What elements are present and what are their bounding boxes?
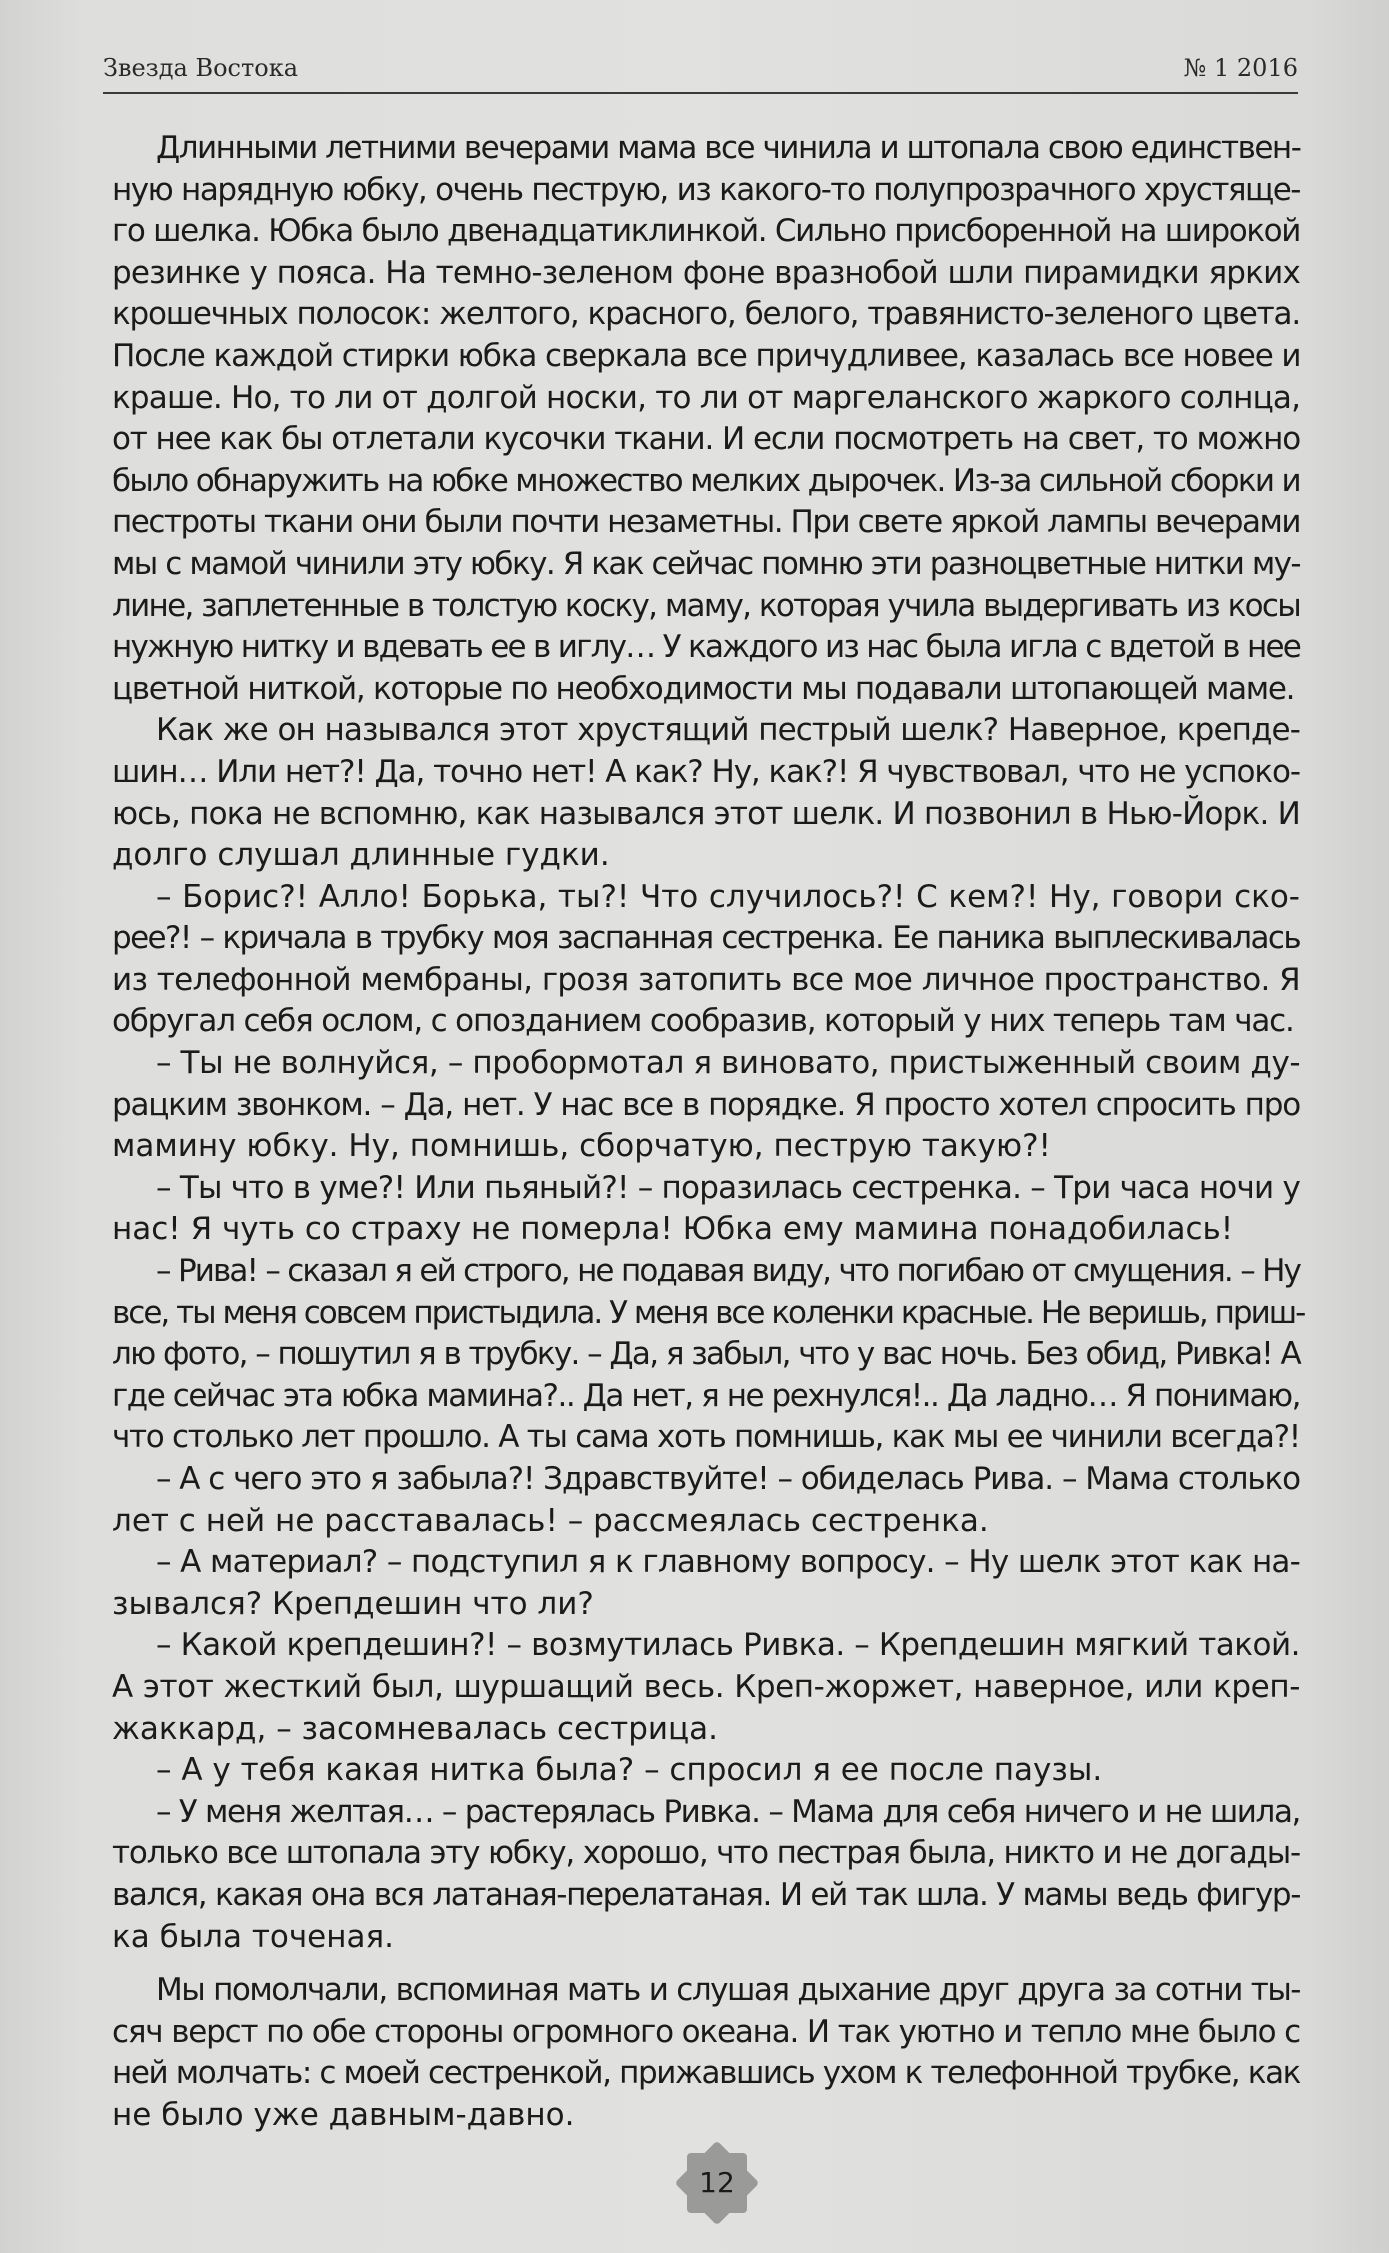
text-line: Как же он назывался этот хрустящий пестрый шелк? Наверное, крепде- [156,712,1300,749]
text-line: где сейчас эта юбка мамина?.. Да нет, я не рехнулся!.. Да ладно… Я понимаю, [112,1377,1300,1414]
text-line: шин… Или нет?! Да, точно нет! А как? Ну, как?! Я чувствовал, что не успоко- [112,753,1300,790]
text-line: – А у тебя какая нитка была? – спросил я ее после паузы. [156,1752,1103,1789]
paragraph [112,710,1300,876]
text-line: жаккард, – засомневалась сестрица. [112,1710,718,1747]
paragraph [112,1792,1300,1958]
text-line: – Какой крепдешин?! – возмутилась Ривка. – Крепдешин мягкий такой. [156,1627,1300,1664]
text-line: – Рива! – сказал я ей строго, не подавая виду, что погибаю от смущения. – Ну [156,1253,1300,1290]
text-line: – Ты не волнуйся, – пробормотал я виновато, пристыженный своим ду- [156,1045,1301,1082]
text-line: зывался? Крепдешин что ли? [112,1585,594,1622]
paragraph [112,1043,1300,1168]
text-line: – А с чего это я забыла?! Здравствуйте! – обиделась Рива. – Мама столько [156,1461,1300,1497]
text-line: лю фото, – пошутил я в трубку. – Да, я забыл, что у вас ночь. Без обид, Ривка! А [112,1336,1300,1373]
paragraph [112,877,1300,1043]
text-line: сяч верст по обе стороны огромного океана. И так уютно и тепло мне было с [112,2013,1300,2050]
text-line: – Борис?! Алло! Борька, ты?! Что случилось?! С кем?! Ну, говори ско- [156,878,1300,915]
text-line: ней молчать: с моей сестренкой, прижавшись ухом к телефонной трубке, как [112,2055,1300,2092]
text-line: мамину юбку. Ну, помнишь, сборчатую, пеструю такую?! [112,1128,1051,1165]
page-number-badge [670,2136,764,2230]
text-line: вался, какая она вся латаная-перелатаная. И ей так шла. У мамы ведь фигур- [112,1876,1300,1913]
paragraph [112,1251,1305,1459]
paragraph [112,1168,1300,1251]
journal-title: Звезда Востока [103,54,299,82]
text-line: рее?! – кричала в трубку моя заспанная сестренка. Ее паника выплескивалась [112,920,1300,957]
text-line: все, ты меня совсем пристыдила. У меня все коленки красные. Не веришь, приш- [112,1294,1305,1331]
text-line: Мы помолчали, вспоминая мать и слушая дыхание друг друга за сотни ты- [156,1972,1300,2009]
article-body [112,128,1305,2137]
text-line: нужную нитку и вдевать ее в иглу… У каждого из нас была игла с вдетой в нее [112,629,1300,666]
running-header [103,54,1298,94]
text-line: от нее как бы отлетали кусочки ткани. И если посмотреть на свет, то можно [112,421,1300,458]
page-number: 12 [699,2166,735,2199]
text-line: долго слушал длинные гудки. [112,837,610,874]
text-line: го шелка. Юбка было двенадцатиклинкой. Сильно присборенной на широкой [112,213,1300,250]
text-line: крошечных полосок: желтого, красного, белого, травянисто-зеленого цвета. [112,296,1300,333]
text-line: только все штопала эту юбку, хорошо, что пестрая была, никто и не догады- [112,1835,1300,1872]
text-line: После каждой стирки юбка сверкала все причудливее, казалась все новее и [112,337,1301,374]
text-line: лине, заплетенные в толстую коску, маму, которая учила выдергивать из косы [112,587,1300,624]
text-line: ную нарядную юбку, очень пеструю, из какого-то полупрозрачного хрустяще- [112,171,1300,208]
text-line: юсь, пока не вспомню, как назывался этот шелк. И позвонил в Нью-Йорк. И [112,795,1300,832]
text-line: из телефонной мембраны, грозя затопить все мое личное пространство. Я [112,961,1300,998]
issue-number: № 1 2016 [1183,54,1298,82]
paragraph [112,1625,1300,1750]
paragraph [112,1459,1300,1542]
text-line: пестроты ткани они были почти незаметны. При свете яркой лампы вечерами [112,504,1300,541]
text-line: лет с ней не расставалась! – рассмеялась сестренка. [112,1502,989,1539]
paragraph [112,1750,1300,1792]
header-rule [103,92,1298,94]
text-line: обругал себя ослом, с опозданием сообразив, который у них теперь там час. [112,1003,1294,1040]
paragraph [112,1970,1300,2136]
paragraph-gap [112,1958,1300,1970]
text-line: резинке у пояса. На темно-зеленом фоне вразнобой шли пирамидки ярких [112,254,1300,291]
text-line: рацким звонком. – Да, нет. У нас все в порядке. Я просто хотел спросить про [112,1086,1300,1123]
text-line: ка была точеная. [112,1918,395,1955]
text-line: мы с мамой чинили эту юбку. Я как сейчас помню эти разноцветные нитки му- [112,545,1300,582]
text-line: что столько лет прошло. А ты сама хоть помнишь, как мы ее чинили всегда?! [112,1419,1300,1456]
text-line: было обнаружить на юбке множество мелких дырочек. Из-за сильной сборки и [112,462,1300,499]
text-line: Длинными летними вечерами мама все чинила и штопала свою единствен- [156,130,1301,166]
text-line: А этот жесткий был, шуршащий весь. Креп-жоржет, наверное, или креп- [112,1668,1300,1705]
text-line: не было уже давным-давно. [112,2096,575,2133]
text-line: цветной ниткой, которые по необходимости мы подавали штопающей маме. [112,670,1295,707]
paragraph [112,1542,1300,1625]
text-line: – Ты что в уме?! Или пьяный?! – поразилась сестренка. – Три часа ночи у [156,1169,1300,1206]
text-line: нас! Я чуть со страху не померла! Юбка ему мамина понадобилась! [112,1211,1234,1248]
text-line: – У меня желтая… – растерялась Ривка. – Мама для себя ничего и не шила, [156,1793,1300,1830]
text-line: краше. Но, то ли от долгой носки, то ли от маргеланского жаркого солнца, [112,379,1301,416]
paragraph [112,128,1300,710]
text-line: – А материал? – подступил я к главному вопросу. – Ну шелк этот как на- [156,1544,1300,1581]
